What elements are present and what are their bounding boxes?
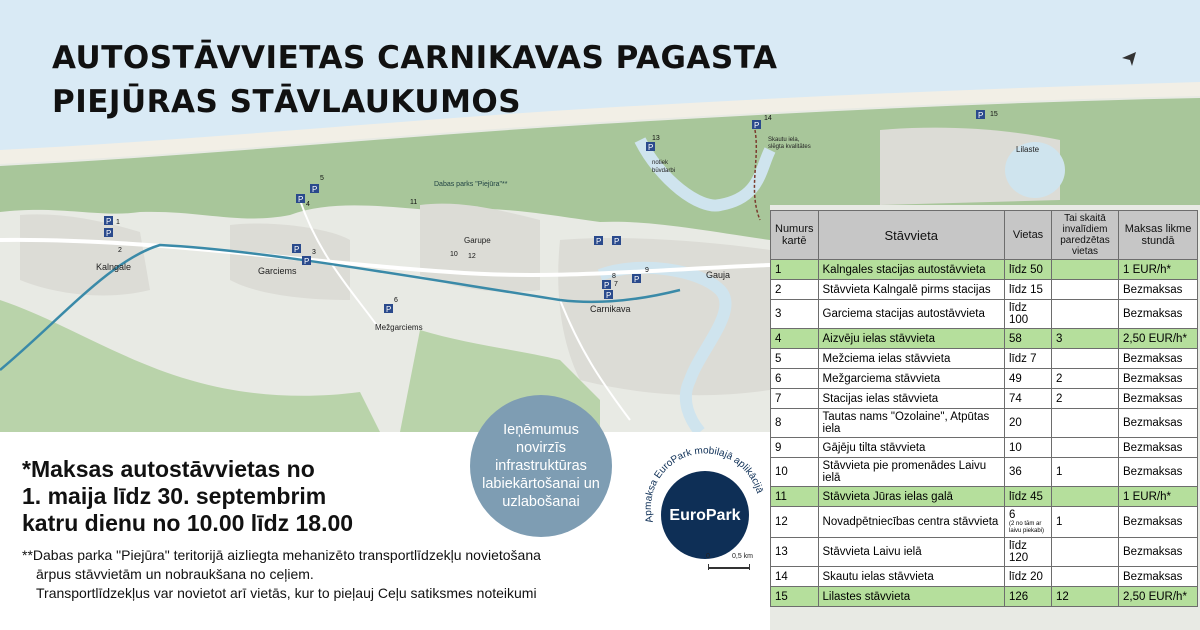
table-row xyxy=(771,507,1198,538)
place-label: Carnikava xyxy=(590,304,631,314)
cell-disabled: 2 xyxy=(1052,389,1119,409)
cell-location: Lilastes stāvvieta xyxy=(818,587,1004,607)
cell-location: Novadpētniecības centra stāvvieta xyxy=(818,507,1004,538)
cell-disabled: 12 xyxy=(1052,587,1119,607)
parking-table xyxy=(770,210,1198,607)
parking-icon xyxy=(602,280,611,290)
cell-number: 8 xyxy=(771,409,819,438)
table-header-row xyxy=(771,211,1198,260)
svg-text:P: P xyxy=(978,111,984,120)
paid-hours-note xyxy=(22,456,353,537)
cell-rate: Bezmaksas xyxy=(1119,389,1198,409)
svg-text:P: P xyxy=(298,195,304,204)
cell-disabled xyxy=(1052,349,1119,369)
cell-location: Garciema stacijas autostāvvieta xyxy=(818,300,1004,329)
table-row xyxy=(771,487,1198,507)
cell-disabled: 2 xyxy=(1052,369,1119,389)
parking-icon xyxy=(612,236,621,246)
table-row xyxy=(771,369,1198,389)
scale-length: 0,5 km xyxy=(732,553,754,560)
europark-badge[interactable] xyxy=(640,440,770,570)
note-line: **Dabas parka "Piejūra" teritorijā aizliegta mehanizēto transportlīdzekļu novietošana xyxy=(22,547,541,563)
parking-icon xyxy=(104,216,113,226)
cell-rate: Bezmaksas xyxy=(1119,409,1198,438)
cell-rate: Bezmaksas xyxy=(1119,280,1198,300)
map-number: 9 xyxy=(645,267,649,274)
cell-places: līdz 7 xyxy=(1005,349,1052,369)
svg-text:P: P xyxy=(614,237,620,246)
cell-rate: Bezmaksas xyxy=(1119,349,1198,369)
carnikava-area xyxy=(558,238,770,395)
cell-rate: Bezmaksas xyxy=(1119,369,1198,389)
header-number: Numurs kartē xyxy=(771,211,819,260)
cell-number: 13 xyxy=(771,538,819,567)
cell-places: 58 xyxy=(1005,329,1052,349)
cell-disabled xyxy=(1052,280,1119,300)
place-label: Kalngale xyxy=(96,262,132,272)
cell-number: 5 xyxy=(771,349,819,369)
parking-icon xyxy=(296,194,305,204)
table-row xyxy=(771,409,1198,438)
cell-number: 9 xyxy=(771,438,819,458)
note-line: ārpus stāvvietām un nobraukšana no ceļiem. xyxy=(36,566,314,582)
cell-number: 4 xyxy=(771,329,819,349)
cell-location: Aizvēju ielas stāvvieta xyxy=(818,329,1004,349)
place-label: Garciems xyxy=(258,266,297,276)
place-label: Garupe xyxy=(464,236,491,245)
map-number: 10 xyxy=(450,251,458,258)
parking-icon xyxy=(292,244,301,254)
parking-icon xyxy=(310,184,319,194)
park-rules-note xyxy=(22,546,662,603)
places-value: 6 xyxy=(1009,509,1016,521)
cell-rate: 2,50 EUR/h* xyxy=(1119,587,1198,607)
parking-icon xyxy=(302,256,311,266)
annotation-13: notiek būvdarbi xyxy=(652,160,676,174)
parking-icon xyxy=(604,290,613,300)
cell-location: Stāvvieta Laivu ielā xyxy=(818,538,1004,567)
cell-places: līdz 120 xyxy=(1005,538,1052,567)
cell-rate: Bezmaksas xyxy=(1119,300,1198,329)
cell-disabled: 1 xyxy=(1052,458,1119,487)
svg-text:P: P xyxy=(386,305,392,314)
cell-places: 74 xyxy=(1005,389,1052,409)
annotation-14: Skautu iela, slēgta kvalitātes xyxy=(768,137,811,150)
cell-number: 3 xyxy=(771,300,819,329)
table-row xyxy=(771,329,1198,349)
map-number: 4 xyxy=(306,201,310,208)
cell-disabled xyxy=(1052,438,1119,458)
table-row xyxy=(771,389,1198,409)
cell-disabled xyxy=(1052,300,1119,329)
revenue-circle xyxy=(470,395,612,537)
note-line: Transportlīdzekļus var novietot arī vietās, kur to pieļauj Ceļu satiksmes noteikumi xyxy=(36,585,537,601)
cell-number: 10 xyxy=(771,458,819,487)
cell-rate: Bezmaksas xyxy=(1119,438,1198,458)
cell-location: Stāvvieta pie promenādes Laivu ielā xyxy=(818,458,1004,487)
cell-location: Tautas nams "Ozolaine", Atpūtas iela xyxy=(818,409,1004,438)
map-number: 5 xyxy=(320,175,324,182)
header-rate: Maksas likme stundā xyxy=(1119,211,1198,260)
parking-icon xyxy=(632,274,641,284)
map-number: 6 xyxy=(394,297,398,304)
cell-places: līdz 45 xyxy=(1005,487,1052,507)
title-line-1: AUTOSTĀVVIETAS CARNIKAVAS PAGASTA xyxy=(52,40,778,76)
map-number: 13 xyxy=(652,135,660,142)
cell-number: 7 xyxy=(771,389,819,409)
table-row xyxy=(771,458,1198,487)
cell-number: 2 xyxy=(771,280,819,300)
parking-icon xyxy=(104,228,113,238)
cell-location: Mežciema ielas stāvvieta xyxy=(818,349,1004,369)
cell-rate: 1 EUR/h* xyxy=(1119,487,1198,507)
cell-location: Stāvvieta Kalngalē pirms stacijas xyxy=(818,280,1004,300)
parking-icon xyxy=(594,236,603,246)
map-number: 1 xyxy=(116,219,120,226)
cell-number: 12 xyxy=(771,507,819,538)
table-row xyxy=(771,300,1198,329)
place-label: Lilaste xyxy=(1016,145,1040,154)
cell-location: Kalngales stacijas autostāvvieta xyxy=(818,260,1004,280)
table-row xyxy=(771,260,1198,280)
cell-number: 14 xyxy=(771,567,819,587)
promo-line: katru dienu no 10.00 līdz 18.00 xyxy=(22,510,354,536)
cell-places: līdz 15 xyxy=(1005,280,1052,300)
table-row xyxy=(771,349,1198,369)
cell-places: 36 xyxy=(1005,458,1052,487)
svg-text:P: P xyxy=(604,281,610,290)
cell-number: 15 xyxy=(771,587,819,607)
header-location: Stāvvieta xyxy=(818,211,1004,260)
svg-text:P: P xyxy=(596,237,602,246)
svg-text:P: P xyxy=(634,275,640,284)
map-number: 15 xyxy=(990,111,998,118)
svg-text:P: P xyxy=(754,121,760,130)
svg-text:P: P xyxy=(106,217,112,226)
svg-text:P: P xyxy=(304,257,310,266)
cell-places: līdz 100 xyxy=(1005,300,1052,329)
cell-places: līdz 20 xyxy=(1005,567,1052,587)
table-body xyxy=(771,260,1198,607)
cell-number: 1 xyxy=(771,260,819,280)
park-label: Dabas parks "Piejūra"** xyxy=(434,181,508,188)
map-number: 2 xyxy=(118,247,122,254)
cell-places: 49 xyxy=(1005,369,1052,389)
cell-location: Skautu ielas stāvvieta xyxy=(818,567,1004,587)
svg-text:P: P xyxy=(312,185,318,194)
header-disabled: Tai skaitā invalīdiem paredzētas vietas xyxy=(1052,211,1119,260)
cell-number: 6 xyxy=(771,369,819,389)
cell-disabled: 3 xyxy=(1052,329,1119,349)
map-number: 11 xyxy=(410,199,418,206)
places-note: (2 no tām ar laivu piekabi) xyxy=(1009,521,1045,534)
svg-text:P: P xyxy=(106,229,112,238)
map-number: 12 xyxy=(468,253,476,260)
promo-line: 1. maija līdz 30. septembrim xyxy=(22,483,327,509)
parking-icon xyxy=(384,304,393,314)
cell-location: Stacijas ielas stāvvieta xyxy=(818,389,1004,409)
badge-arc-text: Apmaksa EuroPark mobilajā aplikācijā xyxy=(642,445,765,524)
table-row xyxy=(771,438,1198,458)
svg-text:P: P xyxy=(606,291,612,300)
map-number: 7 xyxy=(614,281,618,288)
cell-places: 20 xyxy=(1005,409,1052,438)
title-line-2: PIEJŪRAS STĀVLAUKUMOS xyxy=(52,84,522,120)
cell-disabled xyxy=(1052,260,1119,280)
map-number: 3 xyxy=(312,249,316,256)
cell-places: 10 xyxy=(1005,438,1052,458)
cell-places: līdz 50 xyxy=(1005,260,1052,280)
cell-disabled xyxy=(1052,487,1119,507)
cell-disabled xyxy=(1052,409,1119,438)
cell-rate: Bezmaksas xyxy=(1119,458,1198,487)
cell-rate: Bezmaksas xyxy=(1119,538,1198,567)
scale-bar xyxy=(706,553,766,577)
cell-rate: Bezmaksas xyxy=(1119,507,1198,538)
cell-places xyxy=(1005,507,1052,538)
europark-logo: EuroPark xyxy=(669,507,741,524)
cell-rate: 2,50 EUR/h* xyxy=(1119,329,1198,349)
cell-rate: 1 EUR/h* xyxy=(1119,260,1198,280)
table-row xyxy=(771,587,1198,607)
cell-disabled xyxy=(1052,567,1119,587)
revenue-text: Ieņēmumus novirzīs infrastruktūras labiekārtošanai un uzlabošanai xyxy=(482,422,600,510)
table-row xyxy=(771,567,1198,587)
garupe-area xyxy=(420,204,540,292)
cell-location: Gājēju tilta stāvvieta xyxy=(818,438,1004,458)
place-label: Gauja xyxy=(706,270,731,280)
svg-text:P: P xyxy=(648,143,654,152)
table-row xyxy=(771,280,1198,300)
cell-rate: Bezmaksas xyxy=(1119,567,1198,587)
cell-location: Mežgarciema stāvvieta xyxy=(818,369,1004,389)
place-label: Mežgarciems xyxy=(375,323,423,332)
map-number: 14 xyxy=(764,115,772,122)
parking-icon xyxy=(976,110,985,120)
promo-line: *Maksas autostāvvietas no xyxy=(22,456,315,482)
header-places: Vietas xyxy=(1005,211,1052,260)
map-number: 8 xyxy=(612,273,616,280)
cell-disabled: 1 xyxy=(1052,507,1119,538)
cell-places: 126 xyxy=(1005,587,1052,607)
cell-number: 11 xyxy=(771,487,819,507)
page-title xyxy=(52,36,777,124)
cell-disabled xyxy=(1052,538,1119,567)
parking-icon xyxy=(646,142,655,152)
table-row xyxy=(771,538,1198,567)
svg-text:P: P xyxy=(294,245,300,254)
cell-location: Stāvvieta Jūras ielas galā xyxy=(818,487,1004,507)
scale-zero: 0 xyxy=(706,553,710,560)
